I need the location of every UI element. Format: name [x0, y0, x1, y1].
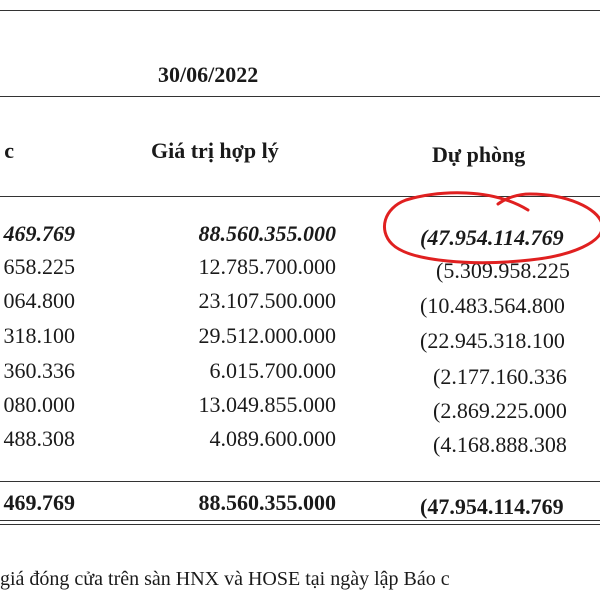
cell-cost: 488.308: [3, 426, 75, 451]
header-cost-fragment: c: [4, 138, 14, 163]
footnote: giá đóng cửa trên sàn HNX và HOSE tại ngày lập Báo c: [0, 568, 450, 590]
cell-provision: (2.869.225.000: [433, 398, 567, 423]
cell-fair-value: 6.015.700.000: [209, 358, 336, 383]
total-fair-value: 88.560.355.000: [198, 490, 336, 515]
cell-cost: 080.000: [3, 392, 75, 417]
top-rule: [0, 10, 600, 11]
cell-provision: (47.954.114.769: [420, 225, 564, 250]
header-provision: Dự phòng: [432, 142, 526, 167]
cell-cost: 064.800: [3, 288, 75, 313]
cell-fair-value: 4.089.600.000: [209, 426, 336, 451]
cell-provision: (22.945.318.100: [420, 328, 565, 353]
cell-provision: (5.309.958.225: [436, 258, 570, 283]
cell-cost: 360.336: [3, 358, 75, 383]
red-circle-annotation: [380, 186, 600, 268]
cell-provision: (10.483.564.800: [420, 293, 565, 318]
cell-fair-value: 23.107.500.000: [198, 288, 336, 313]
cell-cost: 469.769: [3, 221, 75, 246]
date-header: 30/06/2022: [158, 62, 259, 87]
total-rule-bottom-2: [0, 524, 600, 525]
cell-provision: (2.177.160.336: [433, 364, 567, 389]
total-provision: (47.954.114.769: [420, 494, 564, 519]
date-underline: [0, 96, 600, 97]
cell-fair-value: 12.785.700.000: [198, 254, 336, 279]
cell-fair-value: 88.560.355.000: [198, 221, 336, 246]
cell-cost: 658.225: [3, 254, 75, 279]
total-rule-bottom-1: [0, 520, 600, 521]
cell-fair-value: 29.512.000.000: [198, 323, 336, 348]
cell-provision: (4.168.888.308: [433, 432, 567, 457]
total-cost: 469.769: [3, 490, 75, 515]
header-fair-value: Giá trị hợp lý: [151, 138, 279, 163]
cell-cost: 318.100: [3, 323, 75, 348]
cell-fair-value: 13.049.855.000: [198, 392, 336, 417]
total-rule-top: [0, 481, 600, 482]
